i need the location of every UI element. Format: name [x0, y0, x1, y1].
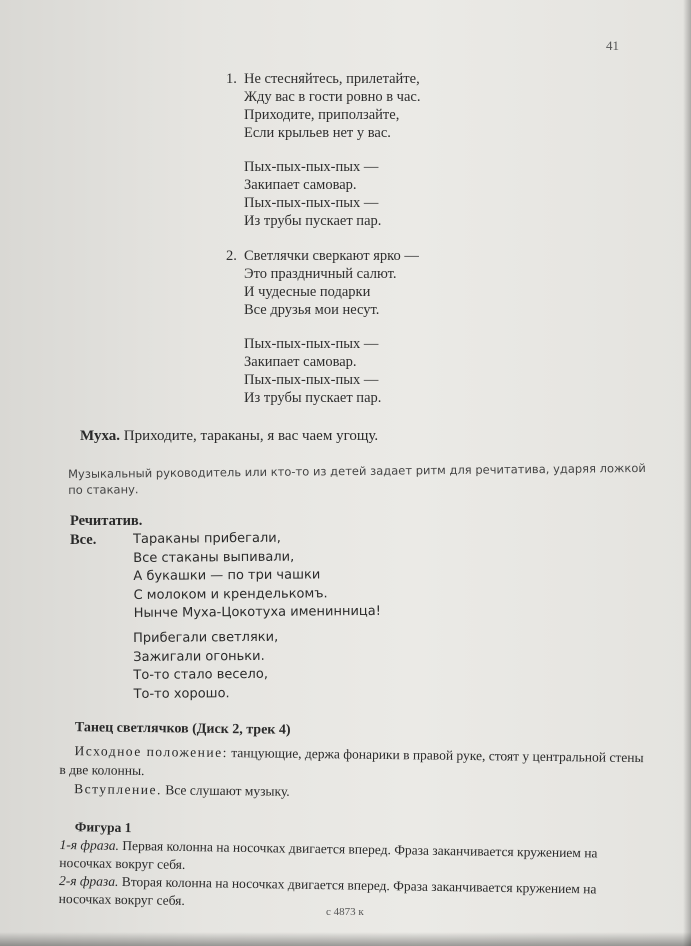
- verse-line: Из трубы пускает пар.: [244, 390, 382, 406]
- page-bottom-shadow: [0, 932, 691, 946]
- verse-line: Это праздничный салют.: [244, 266, 397, 282]
- verse-line: То-то стало весело,: [133, 666, 268, 683]
- verse-line: Если крыльев нет у вас.: [244, 125, 391, 141]
- verse-line: Пых-пых-пых-пых —: [244, 195, 379, 211]
- verse-line: Пых-пых-пых-пых —: [244, 159, 379, 175]
- recitative-heading: Речитатив.: [70, 513, 143, 529]
- fly-speech: [80, 428, 378, 445]
- recitative-speaker: Все.: [70, 532, 97, 548]
- song-chorus-1: [226, 158, 381, 230]
- verse-line: Из трубы пускает пар.: [244, 213, 382, 229]
- verse-line: Нынче Муха-Цокотуха именинница!: [133, 603, 381, 621]
- verse-line: 2. Светлячки сверкают ярко —: [226, 248, 419, 264]
- speech-text: Приходите, тараканы, я вас чаем угощу.: [123, 428, 379, 444]
- verse-line: Пых-пых-пых-пых —: [244, 336, 379, 352]
- verse-line: Закипает самовар.: [244, 354, 357, 370]
- verse-line: Прибегали светляки,: [133, 629, 279, 646]
- figure-title: Фигура 1: [74, 819, 132, 836]
- verse-line: А букашки — по три чашки: [133, 567, 321, 584]
- stanza-number: 2.: [226, 248, 237, 264]
- verse-line: Приходите, приползайте,: [244, 107, 400, 123]
- verse-line: Все стаканы выпивали,: [133, 549, 295, 566]
- dance-title: Танец светлячков (Диск 2, трек 4): [74, 720, 291, 738]
- stage-direction: Музыкальный руководитель или кто-то из детей задает ритм для речитатива, ударяя ложкой по стакану.: [68, 460, 646, 497]
- verse-line: Все друзья мои несут.: [244, 302, 380, 318]
- page-number: 41: [606, 38, 619, 53]
- verse-line: 1. Не стесняйтесь, прилетайте,: [226, 71, 420, 87]
- verse-line: То-то хорошо.: [133, 685, 230, 702]
- verse-line: Тараканы прибегали,: [133, 530, 281, 547]
- phrase-1: 1-я фраза. Первая колонна на носочках двигается вперед. Фраза заканчивается кружением на носочках вокруг себя.: [59, 836, 598, 872]
- recitative-verse-2: [133, 629, 279, 704]
- song-chorus-2: [226, 335, 381, 407]
- verse-line: Пых-пых-пых-пых —: [244, 372, 379, 388]
- speaker-name: Муха.: [80, 428, 121, 444]
- page-edge-shadow: [683, 0, 691, 946]
- phrase-2: 2-я фраза. Вторая колонна на носочках двигается вперед. Фраза заканчивается кружением на носочках вокруг себя.: [58, 872, 597, 908]
- printer-code: с 4873 к: [326, 906, 364, 918]
- stanza-number: 1.: [226, 71, 237, 87]
- verse-line: Жду вас в гости ровно в час.: [244, 89, 421, 105]
- figure-1-section: [59, 818, 650, 917]
- recitative-verse-1: [133, 529, 381, 624]
- verse-line: Зажигали огоньки.: [133, 648, 265, 665]
- starting-position: Исходное положение: танцующие, держа фонарики в правой руке, стоят у центральной стены в две колонны.: [59, 743, 644, 779]
- verse-line: Закипает самовар.: [244, 177, 357, 193]
- song-stanza-2: [226, 247, 419, 319]
- song-stanza-1: [226, 70, 420, 142]
- introduction: Вступление. Все слушают музыку.: [74, 781, 290, 799]
- verse-line: С молоком и кренделькомъ.: [133, 585, 328, 603]
- verse-line: И чудесные подарки: [244, 284, 371, 300]
- dance-section: [59, 718, 650, 805]
